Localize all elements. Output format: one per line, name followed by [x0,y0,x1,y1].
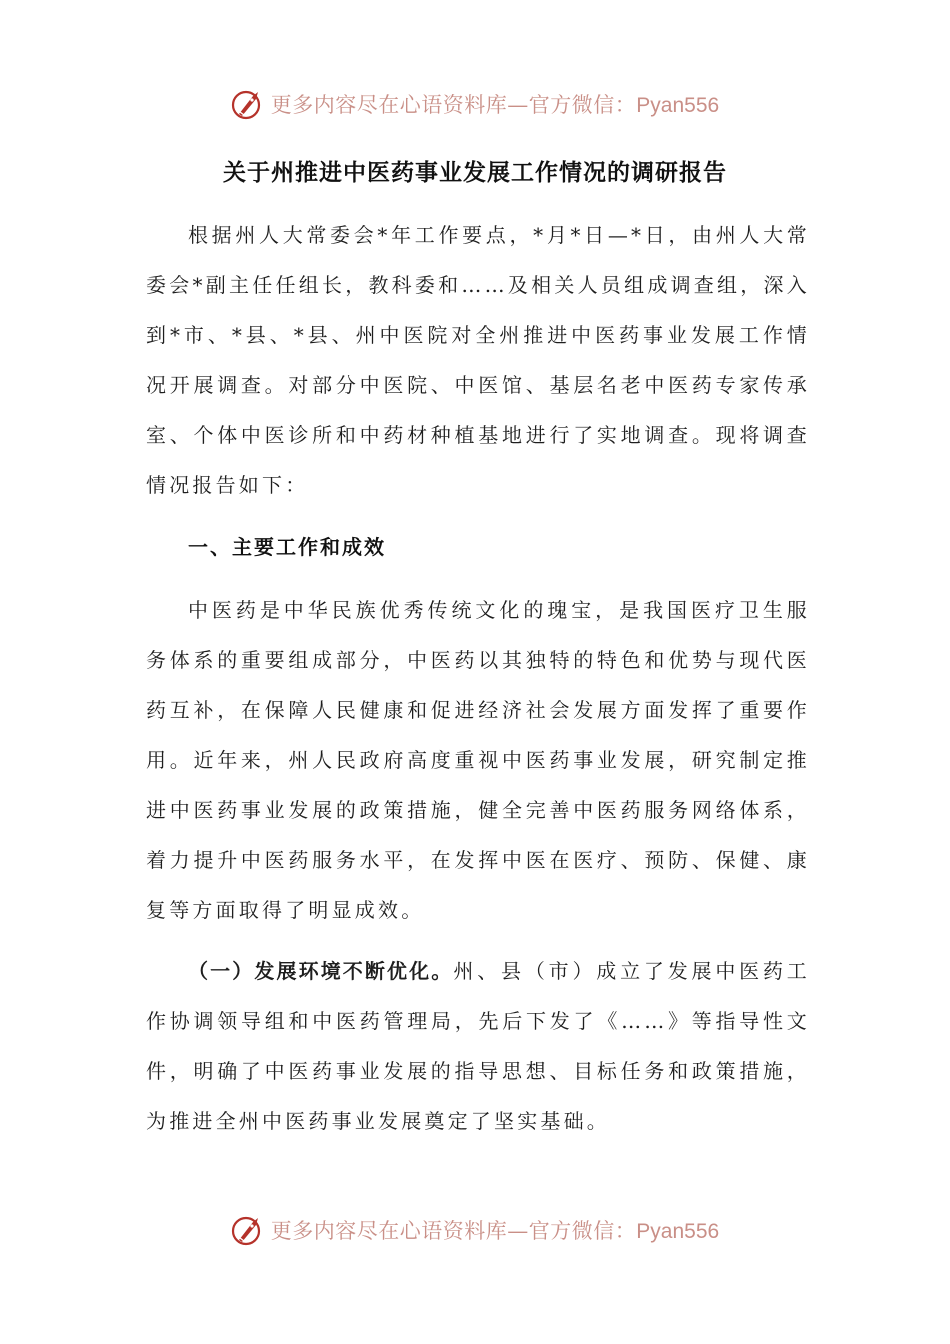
pen-nib-logo-icon [231,1213,265,1247]
watermark-header [0,84,950,124]
watermark-footer [0,1210,950,1250]
section-heading: 一、主要工作和成效 [188,535,386,559]
watermark-official-label: 官方微信： [528,1219,637,1243]
watermark-text [271,1215,719,1245]
subsection-body: 州、县（市）成立了发展中医药工作协调领导组和中医药管理局，先后下发了《……》等指导性文件，明确了中医药事业发展的指导思想、目标任务和政策措施，为推进全州中医药事业发展奠定了坚实基础。 [146,959,811,1133]
watermark-brand: 更多内容尽在心语资料库 [270,1219,508,1243]
watermark-separator: — [507,93,529,117]
document-title: 关于州推进中医药事业发展工作情况的调研报告 [223,160,727,186]
watermark-handle: Pyan556 [636,94,720,117]
section-body-paragraph: 中医药是中华民族优秀传统文化的瑰宝，是我国医疗卫生服务体系的重要组成部分，中医药以其独特的特色和优势与现代医药互补，在保障人民健康和促进经济社会发展方面发挥了重要作用。近年来，州人民政府高度重视中医药事业发展，研究制定推进中医药事业发展的政策措施，健全完善中医药服务网络体系，着力提升中医药服务水平，在发挥中医在医疗、预防、保健、康复等方面取得了明显成效。 [146,598,810,922]
watermark-brand: 更多内容尽在心语资料库 [270,93,508,117]
subsection-paragraph [146,946,810,1146]
watermark-official-label: 官方微信： [528,93,637,117]
pen-nib-logo-icon [231,87,265,121]
watermark-text [271,89,719,119]
subsection-lead: （一）发展环境不断优化。 [188,959,454,983]
watermark-handle: Pyan556 [636,1220,720,1243]
intro-paragraph: 根据州人大常委会*年工作要点，*月*日—*日，由州人大常委会*副主任任组长，教科委和……及相关人员组成调查组，深入到*市、*县、*县、州中医院对全州推进中医药事业发展工作情况开展调查。对部分中医院、中医馆、基层名老中医药专家传承室、个体中医诊所和中药材种植基地进行了实地调查。现将调查情况报告如下： [146,223,810,497]
watermark-separator: — [507,1219,529,1243]
